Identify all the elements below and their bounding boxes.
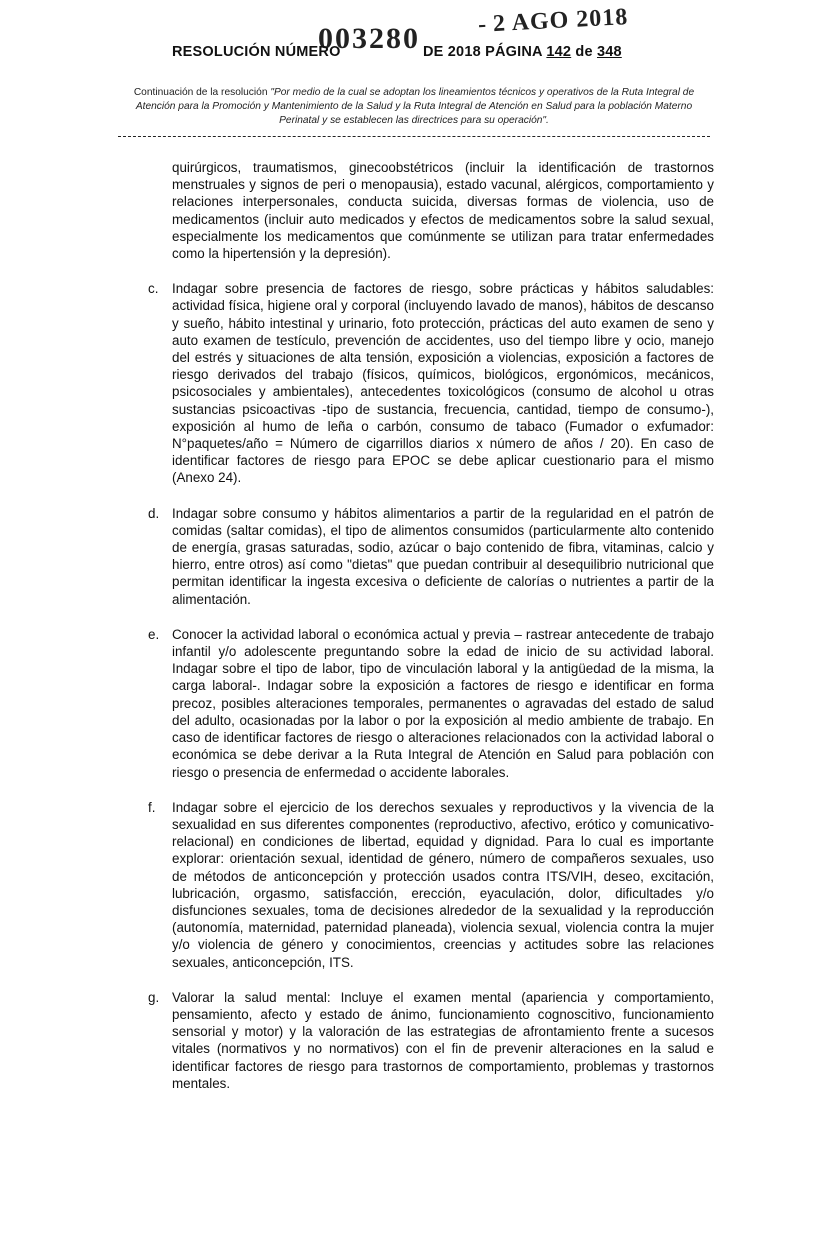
item-marker: f. (148, 799, 156, 815)
continuation-subtitle (118, 86, 710, 128)
item-text: Indagar sobre presencia de factores de riesgo, sobre prácticas y hábitos saludables: actividad física, higiene oral y corporal (incluyendo lavado de manos), hábitos de descanso y sueño, hábito intestinal y urinario, foto protección, prácticas del auto examen de seno y auto examen de testículo, prevención de accidentes, uso del tiempo libre y ocio, manejo del estrés y situaciones de alta tensión, exposición a violencias, exposición a factores de riesgo derivados del trabajo (físicos, químicos, biológicos, ergonómicos, mecánicos, psicosociales y ambientales), antecedentes toxicológicos (consumo de alcohol u otras sustancias psicoactivas -tipo de sustancia, frecuencia, cantidad, tiempo de consumo-), exposición al humo de leña o carbón, consumo de tabaco (Fumador o exfumador: N°paquetes/año = Número de cigarrillos diarios x número de años / 20). En caso de identificar factores de riesgo para EPOC se debe aplicar cuestionario para el mismo (Anexo 24). (172, 281, 714, 486)
item-marker: e. (148, 626, 160, 642)
header-divider (118, 136, 710, 137)
subtitle-prefix: Continuación de la resolución (133, 87, 268, 98)
list-item-g (148, 989, 714, 1092)
item-marker: g. (148, 989, 160, 1005)
de-label: de (575, 44, 593, 60)
list-item-c (148, 280, 714, 486)
list-item-e (148, 626, 714, 781)
item-marker: d. (148, 505, 160, 521)
date-stamp (477, 4, 629, 39)
list-item-f (148, 799, 714, 971)
item-text: Indagar sobre el ejercicio de los derechos sexuales y reproductivos y la vivencia de la sexualidad en sus diferentes componentes (reproductivo, afectivo, erótico y comunicativo- relacional) en condiciones de libertad, equidad y dignidad. Para lo cual es importante explorar: orientación sexual, identidad de género, número de compañeros sexuales, uso de métodos de anticoncepción y protección usados contra ITS/VIH, deseo, excitación, lubricación, orgasmo, satisfacción, erección, eyaculación, dolor, dificultades y/o disfunciones sexuales, toma de decisiones alrededor de la sexualidad y la reproducción (autonomía, maternidad, paternidad planeada), violencia sexual, violencia contra la mujer y/o violencia de género y conocimientos, creencias y actitudes sobre las relaciones sexuales, anticoncepción, ITS. (172, 799, 714, 970)
page-current: 142 (546, 44, 572, 60)
stamp-date: 2 AGO 2018 (492, 4, 629, 38)
page-total: 348 (596, 44, 622, 60)
subtitle-quote: "Por medio de la cual se adoptan los lineamientos técnicos y operativos de la Ruta Integral de Atención para la Promoción y Mantenimiento de la Salud y la Ruta Integral de Atención en Salud para la población Materno Perinatal y se establecen las directrices para su operación". (135, 87, 695, 126)
year-label: DE 2018 (423, 44, 481, 60)
item-marker: c. (148, 281, 159, 297)
list-item-d (148, 505, 714, 608)
item-text: Indagar sobre consumo y hábitos alimentarios a partir de la regularidad en el patrón de comidas (saltar comidas), el tipo de alimentos consumidos (particularmente alto contenido de energía, grasas saturadas, sodio, azúcar o bajo contenido de fibra, vitaminas, calcio y hierro, entre otros) así como "dietas" que puedan contribuir al desequilibrio nutricional que permitan identificar la ingesta excesiva o deficiente de calorías o nutrientes a partir de la alimentación. (172, 505, 714, 607)
item-text: Conocer la actividad laboral o económica actual y previa – rastrear antecedente de trabajo infantil y/o adolescente preguntando sobre la edad de inicio de su actividad laboral. Indagar sobre el tipo de labor, tipo de vinculación laboral y la antigüedad de la misma, la carga laboral-. Indagar sobre la exposición a factores de riesgo e identificar en forma precoz, posibles alteraciones temporales, permanentes o agravadas del estado de salud del adulto, ocasionadas por la labor o por la exposición al medio ambiente de trabajo. En caso de identificar factores de riesgo o alteraciones relacionados con la actividad laboral o económica se debe derivar a la Ruta Integral de Atención en Salud para población con riesgo o presencia de enfermedad o accidente laborales. (172, 626, 714, 780)
lead-paragraph: quirúrgicos, traumatismos, ginecoobstétricos (incluir la identificación de trastornos menstruales y signos de peri o menopausia), estado vacunal, alérgicos, comportamiento y relaciones interpersonales, conducta suicida, diversas formas de violencia, uso de medicamentos (incluir auto medicados y efectos de medicamentos sobre la salud sexual, especialmente los medicamentos que comúnmente se utilizan para tratar enfermedades como la hipertensión y la depresión). (172, 160, 714, 262)
pagina-label: PÁGINA (485, 44, 543, 60)
resolucion-label: RESOLUCIÓN NÚMERO (172, 44, 341, 60)
body-content (148, 159, 714, 1092)
item-text: Valorar la salud mental: Incluye el examen mental (apariencia y comportamiento, pensamiento, afecto y estado de ánimo, funcionamiento cognoscitivo, funcionamiento sensorial y motor) y la valoración de las estrategias de afrontamiento frente a sucesos vitales (normativos y no normativos) con el fin de prevenir alteraciones en la salud e identificar factores de riesgo para trastornos de comportamiento, problemas y trastornos mentales. (172, 989, 714, 1091)
stamp-dash: - (477, 11, 488, 38)
page-header (172, 44, 622, 60)
handwritten-resolution-number: 003280 (318, 22, 420, 55)
